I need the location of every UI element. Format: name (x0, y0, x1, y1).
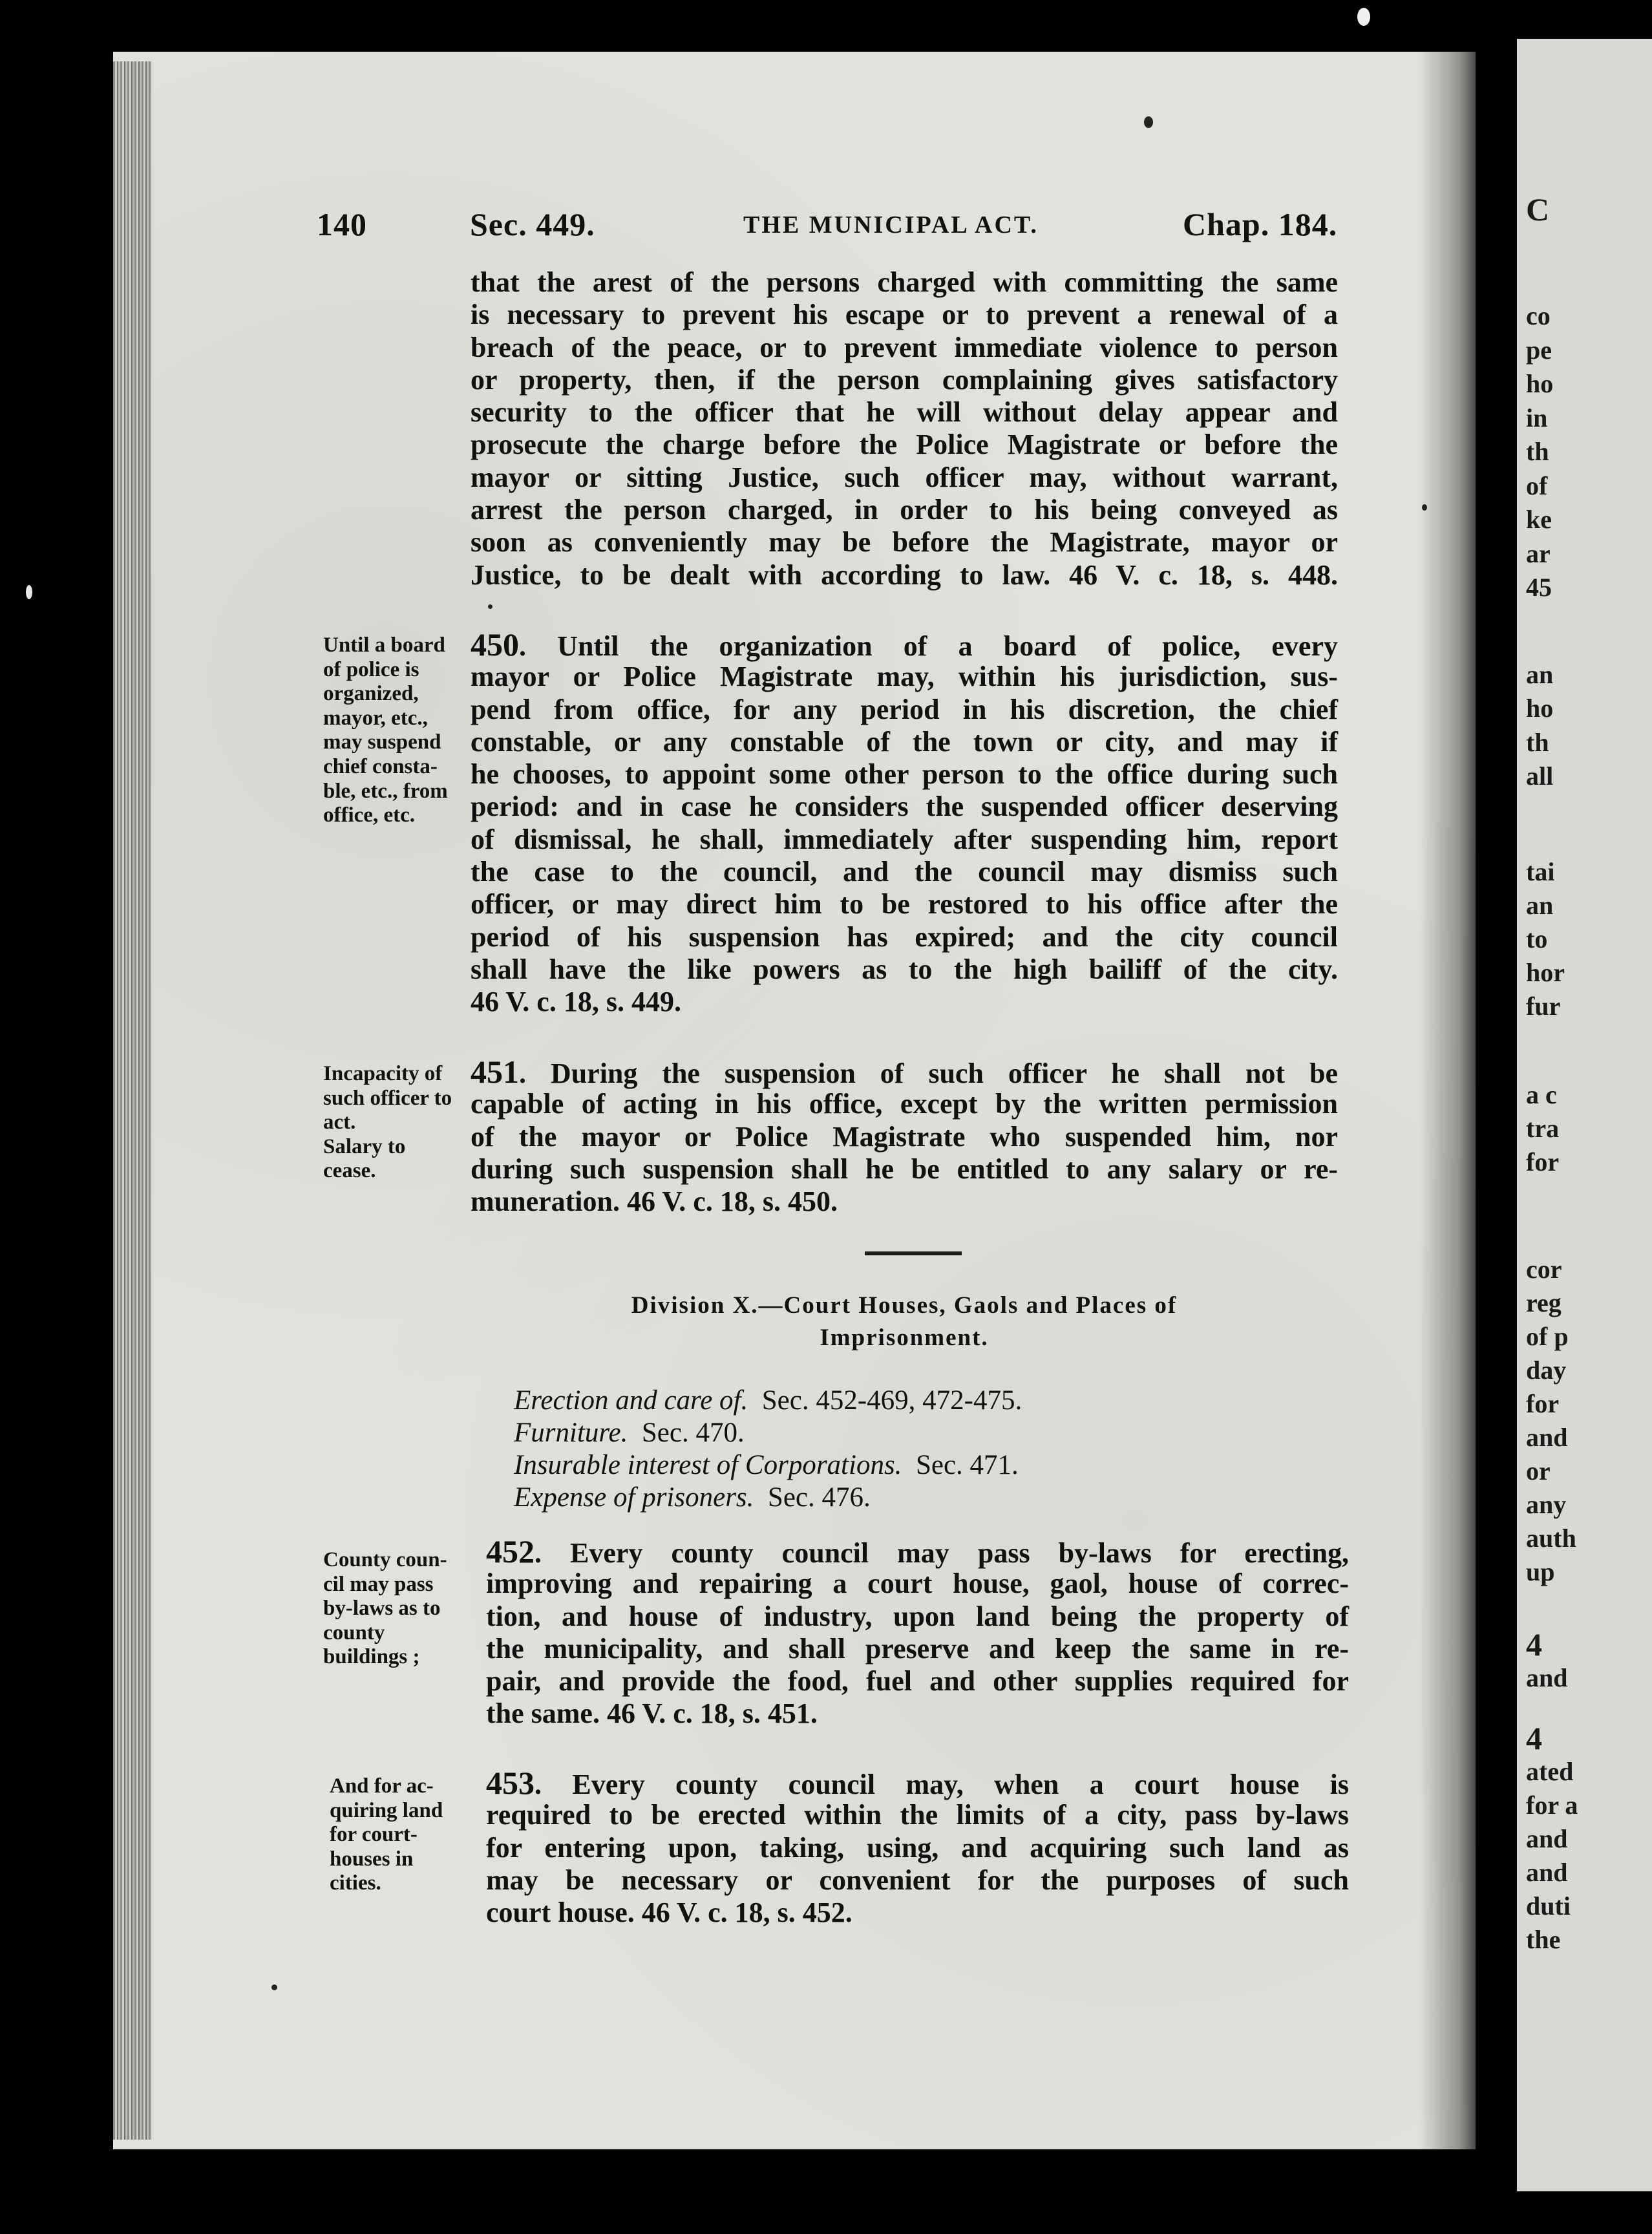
facing-text: ke (1526, 505, 1552, 534)
facing-text: hor (1526, 958, 1565, 987)
facing-text: pe (1526, 335, 1552, 365)
contents-entry (514, 1482, 1022, 1514)
margin-note-line: County coun- (323, 1548, 447, 1571)
book-spine (1477, 0, 1517, 2234)
facing-text: and (1526, 1423, 1568, 1452)
margin-note-line: cease. (323, 1159, 376, 1183)
section-text: . Every county council may pass by-laws for erecting, (535, 1537, 1349, 1569)
margin-note-line: Until a board (323, 633, 445, 657)
text-line: arrest the person charged, in order to his being conveyed as (471, 494, 1338, 526)
facing-text: the (1526, 1925, 1561, 1954)
facing-text: tai (1526, 857, 1555, 886)
margin-note-line: Salary to (323, 1134, 406, 1158)
text-line: for entering upon, taking, using, and acquiring such land as (486, 1831, 1349, 1864)
facing-text: C (1526, 191, 1550, 228)
text-line: he chooses, to appoint some other person to the office during such (471, 758, 1338, 791)
section-452 (486, 1535, 1349, 1730)
section-451 (471, 1056, 1338, 1218)
facing-text: and (1526, 1824, 1568, 1853)
contents-ref: Sec. 471. (915, 1450, 1019, 1480)
contents-topic: Insurable interest of Corporations. (514, 1450, 902, 1480)
contents-topic: Expense of prisoners. (514, 1482, 754, 1513)
text-line: breach of the peace, or to prevent immediate violence to person (471, 331, 1338, 363)
facing-text: th (1526, 728, 1549, 757)
facing-text: of (1526, 471, 1548, 500)
ink-speck (1144, 116, 1153, 128)
page-edges (113, 61, 152, 2140)
text-line: that the arest of the persons charged with committing the same (471, 266, 1338, 298)
text-line: security to the officer that he will without delay appear and (471, 396, 1338, 429)
margin-note-451 (323, 1062, 452, 1184)
text-line: muneration. 46 V. c. 18, s. 450. (471, 1186, 838, 1218)
contents-topic: Furniture. (514, 1418, 628, 1448)
margin-note-line: buildings ; (323, 1645, 420, 1669)
section-number: 452 (486, 1533, 535, 1569)
margin-note-line: chief consta- (323, 754, 438, 778)
margin-note-450 (323, 633, 448, 828)
facing-text: in (1526, 403, 1548, 432)
facing-text: auth (1526, 1524, 1576, 1553)
facing-text: fur (1526, 992, 1561, 1021)
facing-text: ated (1526, 1757, 1574, 1786)
section-text: . Every county council may, when a court house is (535, 1769, 1349, 1800)
facing-text: a c (1526, 1080, 1557, 1109)
text-line: the municipality, and shall preserve and keep the same in re- (486, 1632, 1349, 1665)
margin-note-line: may suspend (323, 730, 441, 754)
margin-note-line: cities. (330, 1871, 381, 1895)
text-line: the same. 46 V. c. 18, s. 451. (486, 1697, 818, 1730)
margin-note-452 (323, 1548, 447, 1670)
margin-note-453 (330, 1774, 443, 1896)
section-number: 453 (486, 1765, 535, 1801)
facing-text: all (1526, 761, 1554, 791)
section-text: . During the suspension of such officer he shall not be (519, 1058, 1338, 1089)
contents-ref: Sec. 470. (641, 1418, 745, 1448)
facing-text: and (1526, 1663, 1568, 1692)
contents-entry (514, 1449, 1022, 1482)
facing-text: tra (1526, 1114, 1560, 1143)
text-line: mayor or Police Magistrate may, within his jurisdiction, sus- (471, 661, 1338, 693)
text-line: period of his suspension has expired; and the city council (471, 920, 1338, 953)
paragraph-continued (471, 266, 1338, 591)
facing-text: any (1526, 1490, 1567, 1519)
margin-note-line: mayor, etc., (323, 706, 428, 730)
text-line: shall have the like powers as to the high bailiff of the city. (471, 953, 1338, 985)
text-line: 46 V. c. 18, s. 449. (471, 986, 681, 1018)
facing-text: 4 (1526, 1626, 1542, 1663)
ink-speck (271, 1984, 277, 1990)
text-line: officer, or may direct him to be restored to his office after the (471, 888, 1338, 920)
facing-text: 45 (1526, 573, 1552, 602)
text-line: constable, or any constable of the town or city, and may if (471, 725, 1338, 758)
header-chapter: Chap. 184. (1183, 206, 1338, 242)
facing-text: cor (1526, 1255, 1562, 1284)
text-line: pend from office, for any period in his discretion, the chief (471, 693, 1338, 725)
section-453 (486, 1767, 1349, 1929)
text-line: of dismissal, he shall, immediately after suspending him, report (471, 823, 1338, 855)
text-line (486, 1767, 1349, 1799)
text-line: period: and in case he considers the suspended officer deserving (471, 791, 1338, 823)
division-title-line: Imprisonment. (820, 1324, 989, 1351)
section-450 (471, 628, 1338, 1019)
contents-ref: Sec. 452-469, 472-475. (761, 1385, 1022, 1416)
division-contents (514, 1385, 1022, 1514)
ink-speck (1422, 504, 1427, 511)
facing-text: th (1526, 437, 1549, 466)
facing-text: to (1526, 924, 1548, 953)
text-line: during such suspension shall he be entitled to any salary or re- (471, 1153, 1338, 1185)
scan-artifact (1357, 8, 1370, 26)
margin-note-line: Incapacity of (323, 1062, 443, 1085)
text-line: may be necessary or convenient for the purposes of such (486, 1864, 1349, 1896)
facing-text: ho (1526, 694, 1554, 723)
text-line: required to be erected within the limits of a city, pass by-laws (486, 1799, 1349, 1831)
facing-text: up (1526, 1557, 1555, 1586)
facing-text: and (1526, 1858, 1568, 1887)
section-number: 451 (471, 1054, 519, 1090)
text-line: pair, and provide the food, fuel and other supplies required for (486, 1665, 1349, 1697)
facing-text: reg (1526, 1288, 1562, 1317)
text-line (471, 628, 1338, 661)
facing-text: for (1526, 1389, 1560, 1418)
contents-topic: Erection and care of. (514, 1385, 748, 1416)
facing-text: 4 (1526, 1720, 1542, 1756)
text-line: soon as conveniently may be before the Magistrate, mayor or (471, 526, 1338, 558)
text-line: prosecute the charge before the Police Magistrate or before the (471, 429, 1338, 461)
text-line: capable of acting in his office, except by the written permission (471, 1088, 1338, 1120)
margin-note-line: office, etc. (323, 803, 415, 827)
margin-note-line: of police is (323, 657, 419, 681)
text-line: or property, then, if the person complaining gives satisfactory (471, 363, 1338, 396)
margin-note-line: quiring land (330, 1798, 443, 1822)
division-title-line: Division X.—Court Houses, Gaols and Places of (631, 1292, 1178, 1319)
text-line (486, 1535, 1349, 1568)
scan-artifact (26, 585, 32, 599)
text-line: is necessary to prevent his escape or to prevent a renewal of a (471, 299, 1338, 331)
margin-note-line: organized, (323, 682, 419, 706)
margin-note-line: act. (323, 1111, 356, 1134)
text-line: tion, and house of industry, upon land being the property of (486, 1600, 1349, 1632)
page-number: 140 (317, 206, 367, 242)
facing-text: ar (1526, 539, 1551, 568)
margin-note-line: houses in (330, 1847, 414, 1871)
text-line: mayor or sitting Justice, such officer may, without warrant, (471, 461, 1338, 493)
margin-note-line: county (323, 1621, 385, 1644)
margin-note-line: And for ac- (330, 1774, 434, 1798)
facing-text: duti (1526, 1891, 1571, 1920)
margin-note-line: ble, etc., from (323, 779, 448, 803)
text-line (471, 1056, 1338, 1088)
facing-page-fragment (1517, 39, 1652, 2191)
gutter-shadow (1419, 52, 1477, 2149)
text-line: of the mayor or Police Magistrate who suspended him, nor (471, 1120, 1338, 1153)
text-line: the case to the council, and the council may dismiss such (471, 856, 1338, 888)
ink-speck (488, 604, 492, 609)
facing-text: for a (1526, 1791, 1578, 1820)
contents-entry (514, 1385, 1022, 1417)
section-text: . Until the organization of a board of police, every (519, 630, 1338, 662)
facing-text: an (1526, 891, 1554, 920)
facing-text: co (1526, 301, 1551, 330)
division-heading (471, 1290, 1338, 1354)
text-line: Justice, to be dealt with according to law. 46 V. c. 18, s. 448. (471, 558, 1338, 591)
margin-note-line: cil may pass (323, 1572, 434, 1596)
section-divider (865, 1251, 962, 1255)
facing-text: of p (1526, 1322, 1569, 1351)
section-number: 450 (471, 626, 519, 663)
facing-text: or (1526, 1456, 1551, 1485)
margin-note-line: such officer to (323, 1086, 452, 1110)
contents-entry (514, 1417, 1022, 1449)
margin-note-line: for court- (330, 1823, 418, 1847)
header-section: Sec. 449. (470, 206, 595, 242)
facing-text: for (1526, 1147, 1560, 1176)
facing-text: ho (1526, 369, 1554, 398)
facing-text: day (1526, 1356, 1567, 1385)
contents-ref: Sec. 476. (767, 1482, 871, 1513)
text-line: improving and repairing a court house, gaol, house of correc- (486, 1568, 1349, 1600)
text-line: court house. 46 V. c. 18, s. 452. (486, 1897, 852, 1929)
margin-note-line: by-laws as to (323, 1597, 441, 1621)
running-title: THE MUNICIPAL ACT. (743, 211, 1039, 239)
facing-text: an (1526, 660, 1554, 689)
